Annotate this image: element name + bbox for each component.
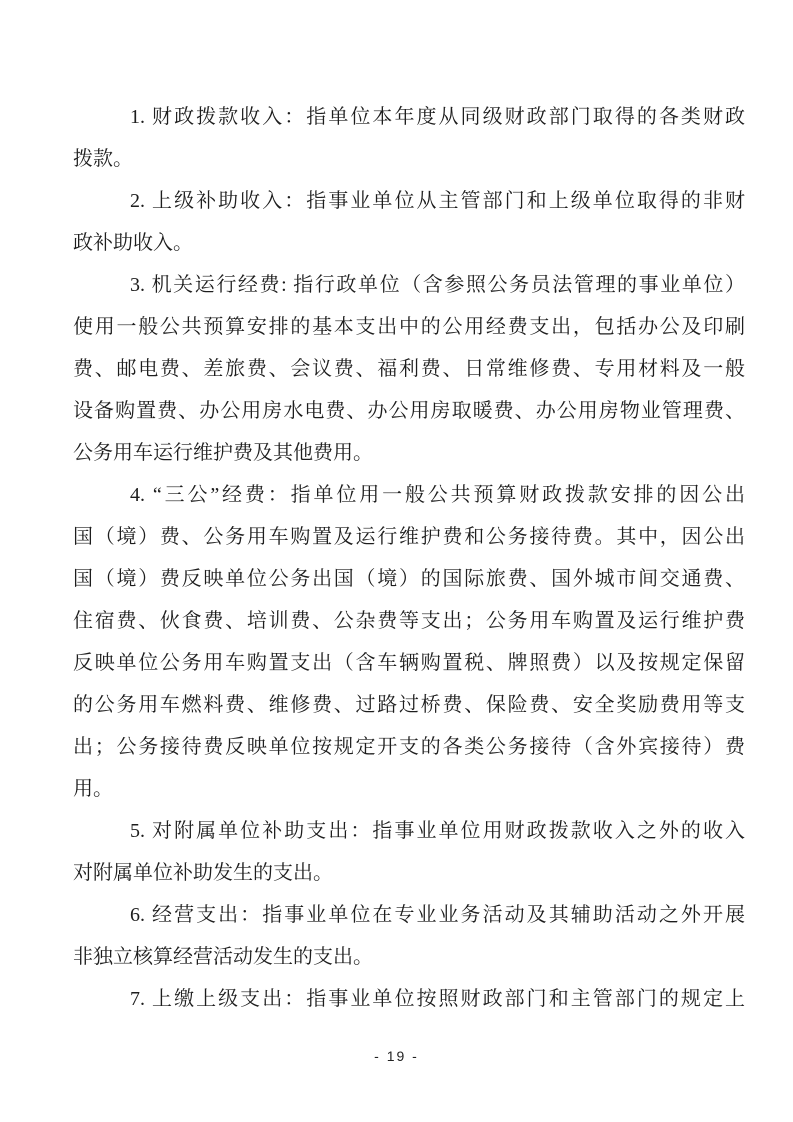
text-line: 拨款。 xyxy=(73,148,133,170)
text-line: 政补助收入。 xyxy=(73,232,193,254)
text-line: 2. 上级补助收入：指事业单位从主管部门和上级单位取得的非财 xyxy=(130,190,745,212)
text-line: 用。 xyxy=(73,778,113,800)
text-line: 设备购置费、办公用房水电费、办公用房取暖费、办公用房物业管理费、 xyxy=(73,400,745,422)
text-line: 3. 机关运行经费: 指行政单位（含参照公务员法管理的事业单位） xyxy=(130,274,745,296)
text-line: 1. 财政拨款收入：指单位本年度从同级财政部门取得的各类财政 xyxy=(130,106,745,128)
text-line: 5. 对附属单位补助支出：指事业单位用财政拨款收入之外的收入 xyxy=(130,820,745,842)
text-line: 7. 上缴上级支出：指事业单位按照财政部门和主管部门的规定上 xyxy=(130,988,745,1010)
text-line: 4. “三公”经费：指单位用一般公共预算财政拨款安排的因公出 xyxy=(130,484,745,506)
text-line: 出；公务接待费反映单位按规定开支的各类公务接待（含外宾接待）费 xyxy=(73,736,745,758)
text-line: 非独立核算经营活动发生的支出。 xyxy=(73,946,373,968)
text-line: 使用一般公共预算安排的基本支出中的公用经费支出，包括办公及印刷 xyxy=(73,316,745,338)
text-line: 对附属单位补助发生的支出。 xyxy=(73,862,333,884)
document-body xyxy=(73,96,745,1020)
text-line: 国（境）费反映单位公务出国（境）的国际旅费、国外城市间交通费、 xyxy=(73,568,745,590)
text-line: 6. 经营支出：指事业单位在专业业务活动及其辅助活动之外开展 xyxy=(130,904,745,926)
text-line: 公务用车运行维护费及其他费用。 xyxy=(73,442,373,464)
text-line: 国（境）费、公务用车购置及运行维护费和公务接待费。其中，因公出 xyxy=(73,526,745,548)
text-line: 费、邮电费、差旅费、会议费、福利费、日常维修费、专用材料及一般 xyxy=(73,358,745,380)
text-line: 的公务用车燃料费、维修费、过路过桥费、保险费、安全奖励费用等支 xyxy=(73,694,745,716)
page-number: - 19 - xyxy=(374,1048,419,1064)
text-line: 反映单位公务用车购置支出（含车辆购置税、牌照费）以及按规定保留 xyxy=(73,652,745,674)
text-line: 住宿费、伙食费、培训费、公杂费等支出；公务用车购置及运行维护费 xyxy=(73,610,745,632)
